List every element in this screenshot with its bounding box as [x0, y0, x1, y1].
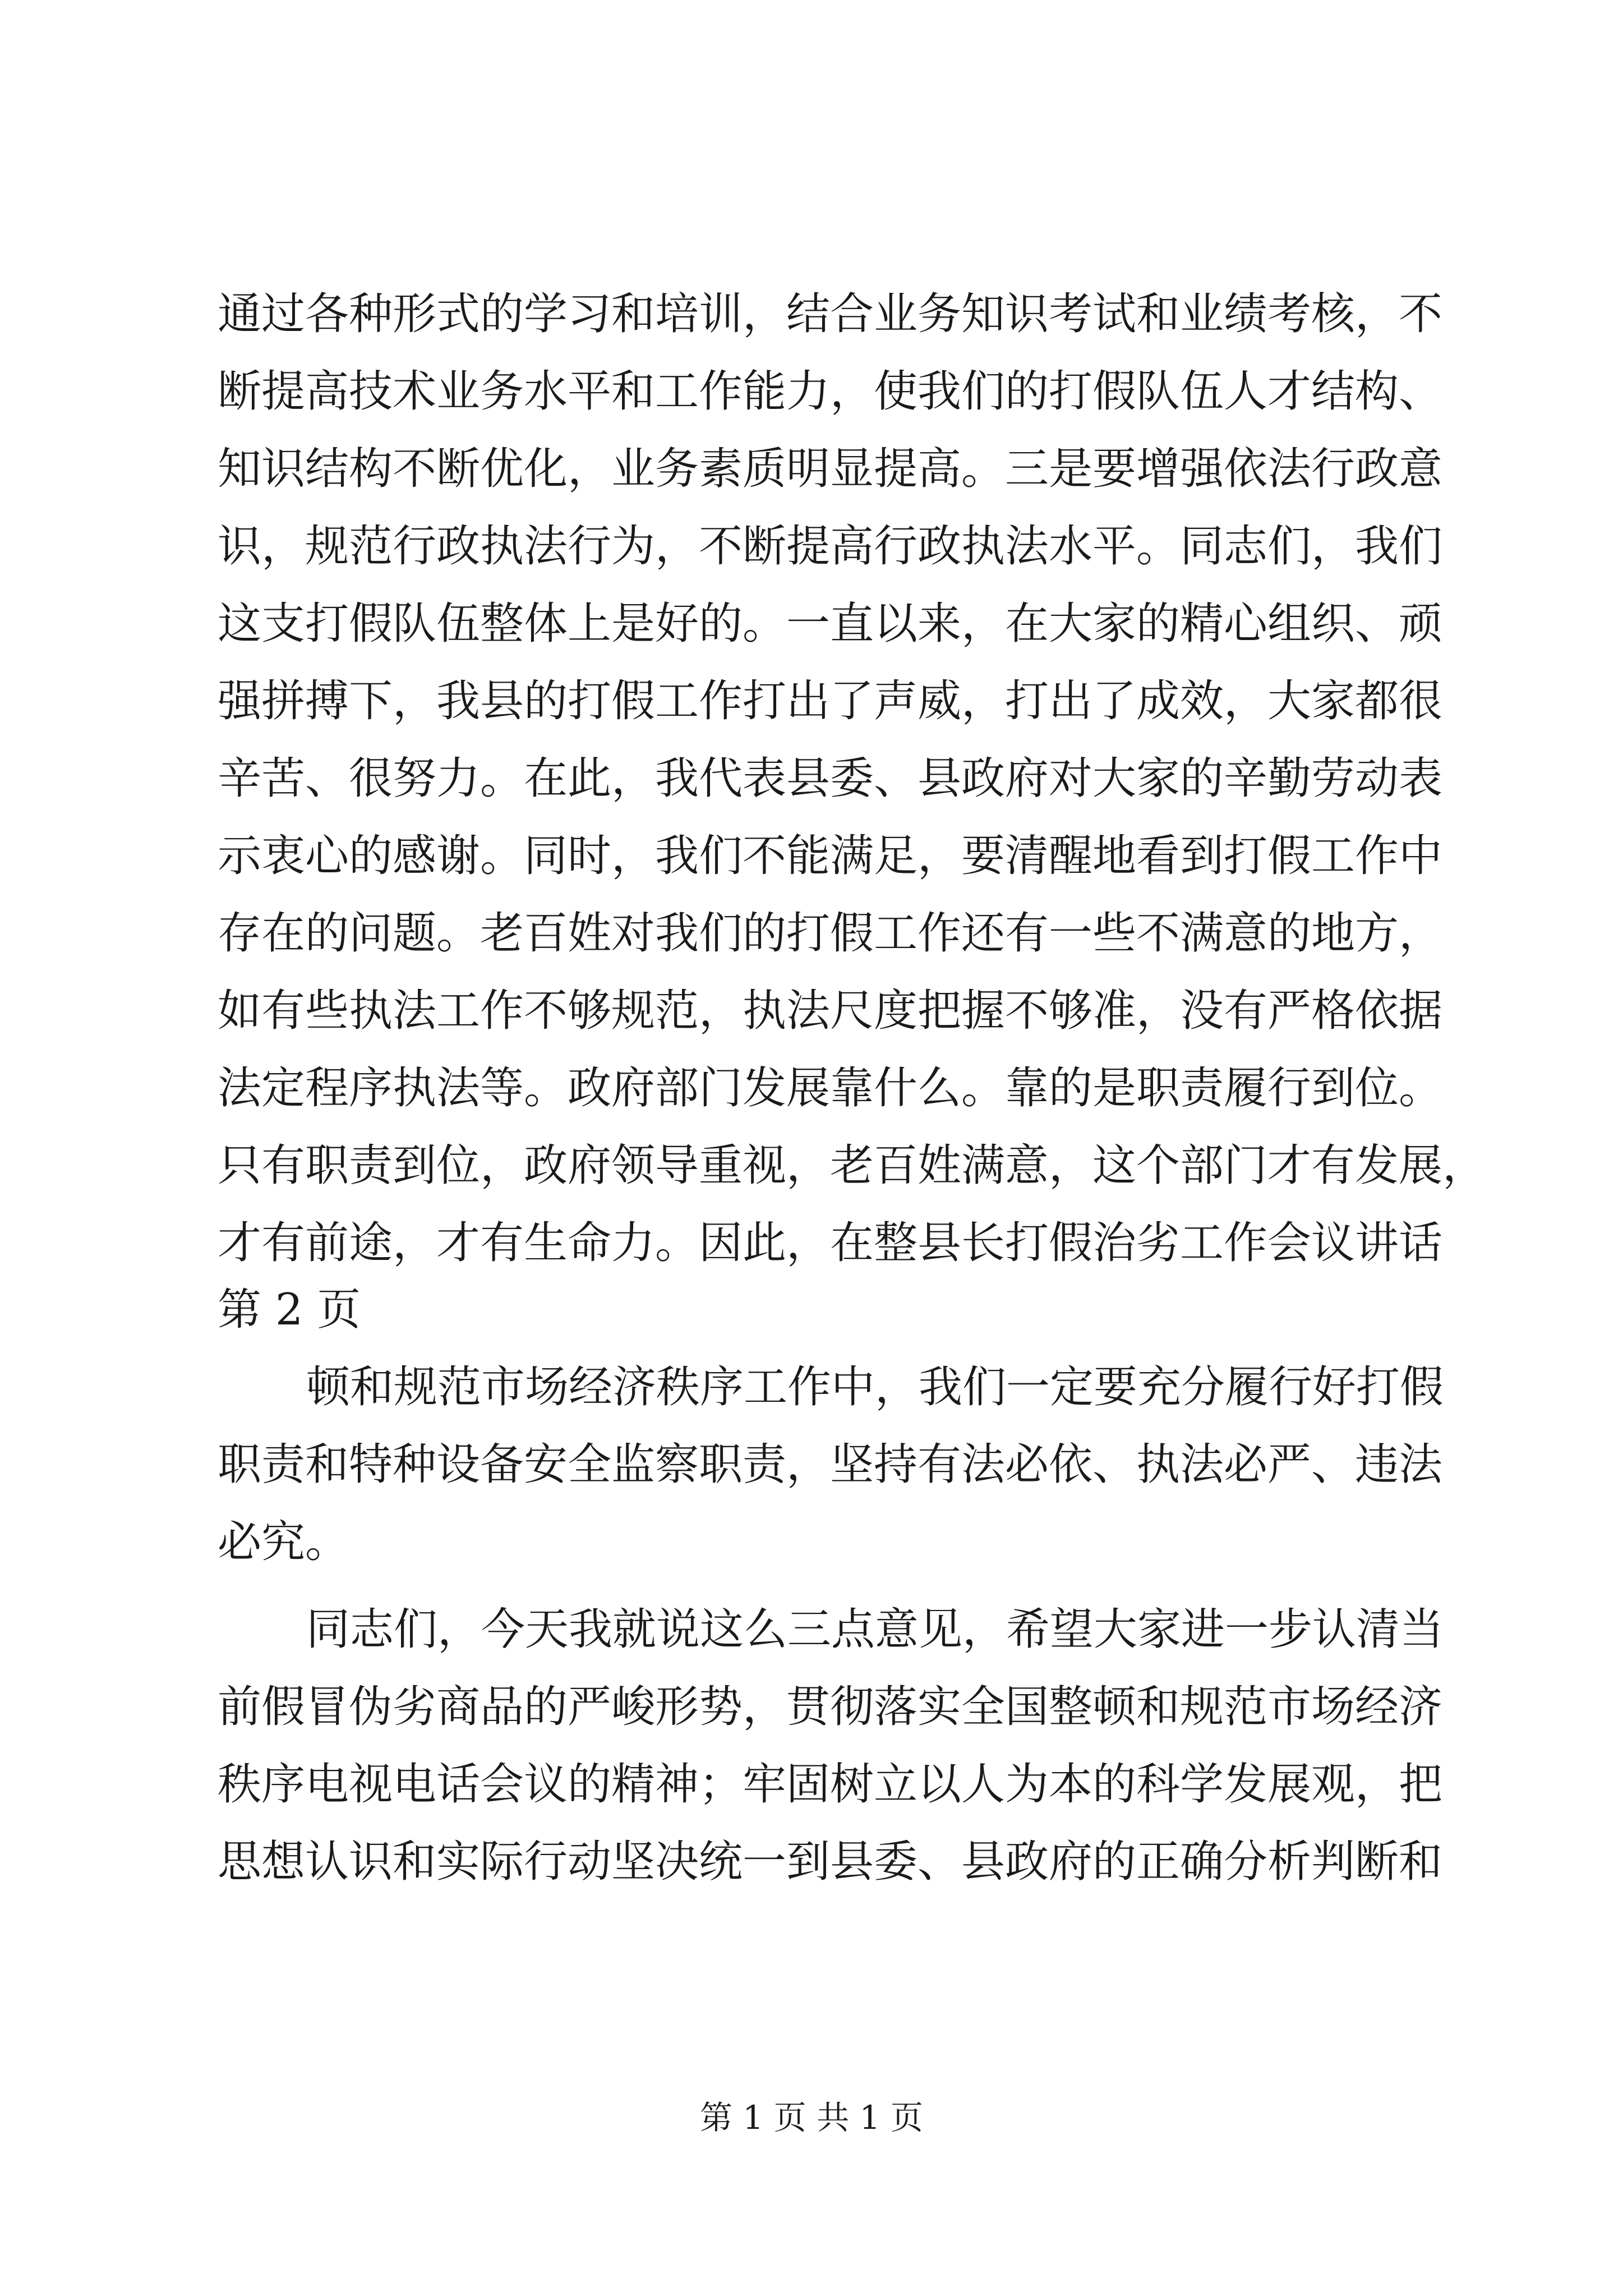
paragraph-first-line: 同志们，今天我就说这么三点意见，希望大家进一步认清当	[306, 1604, 1444, 1655]
body-text-line: 法定程序执法等。政府部门发展靠什么。靠的是职责履行到位。	[218, 1063, 1443, 1114]
body-text-line: 只有职责到位，政府领导重视，老百姓满意，这个部门才有发展，	[218, 1140, 1487, 1191]
body-text-line: 职责和特种设备安全监察职责，坚持有法必依、执法必严、违法	[218, 1439, 1443, 1490]
body-text-line: 必究。	[218, 1517, 349, 1567]
body-text-line: 强拼搏下，我县的打假工作打出了声威，打出了成效，大家都很	[218, 676, 1443, 726]
body-text-line: 秩序电视电话会议的精神；牢固树立以人为本的科学发展观，把	[218, 1759, 1443, 1810]
body-text-line: 前假冒伪劣商品的严峻形势，贯彻落实全国整顿和规范市场经济	[218, 1682, 1443, 1732]
body-text-line: 通过各种形式的学习和培训，结合业务知识考试和业绩考核，不	[218, 289, 1443, 339]
body-text-line: 这支打假队伍整体上是好的。一直以来，在大家的精心组织、顽	[218, 599, 1443, 649]
page-marker-text: 第 2 页	[218, 1285, 361, 1335]
page-footer: 第 1 页 共 1 页	[700, 2099, 923, 2137]
body-text-line: 知识结构不断优化，业务素质明显提高。三是要增强依法行政意	[218, 444, 1443, 494]
paragraph-first-line: 顿和规范市场经济秩序工作中，我们一定要充分履行好打假	[306, 1362, 1444, 1412]
body-text-line: 思想认识和实际行动坚决统一到县委、县政府的正确分析判断和	[218, 1837, 1443, 1887]
body-text-line: 识，规范行政执法行为，不断提高行政执法水平。同志们，我们	[218, 521, 1443, 572]
body-text-line: 才有前途，才有生命力。因此，在整县长打假治劣工作会议讲话	[218, 1218, 1443, 1268]
body-text-line: 存在的问题。老百姓对我们的打假工作还有一些不满意的地方，	[218, 908, 1443, 959]
body-text-line: 辛苦、很努力。在此，我代表县委、县政府对大家的辛勤劳动表	[218, 753, 1443, 804]
body-text-line: 示衷心的感谢。同时，我们不能满足，要清醒地看到打假工作中	[218, 831, 1443, 881]
body-text-line: 如有些执法工作不够规范，执法尺度把握不够准，没有严格依据	[218, 986, 1443, 1036]
body-text-line: 断提高技术业务水平和工作能力，使我们的打假队伍人才结构、	[218, 366, 1443, 417]
